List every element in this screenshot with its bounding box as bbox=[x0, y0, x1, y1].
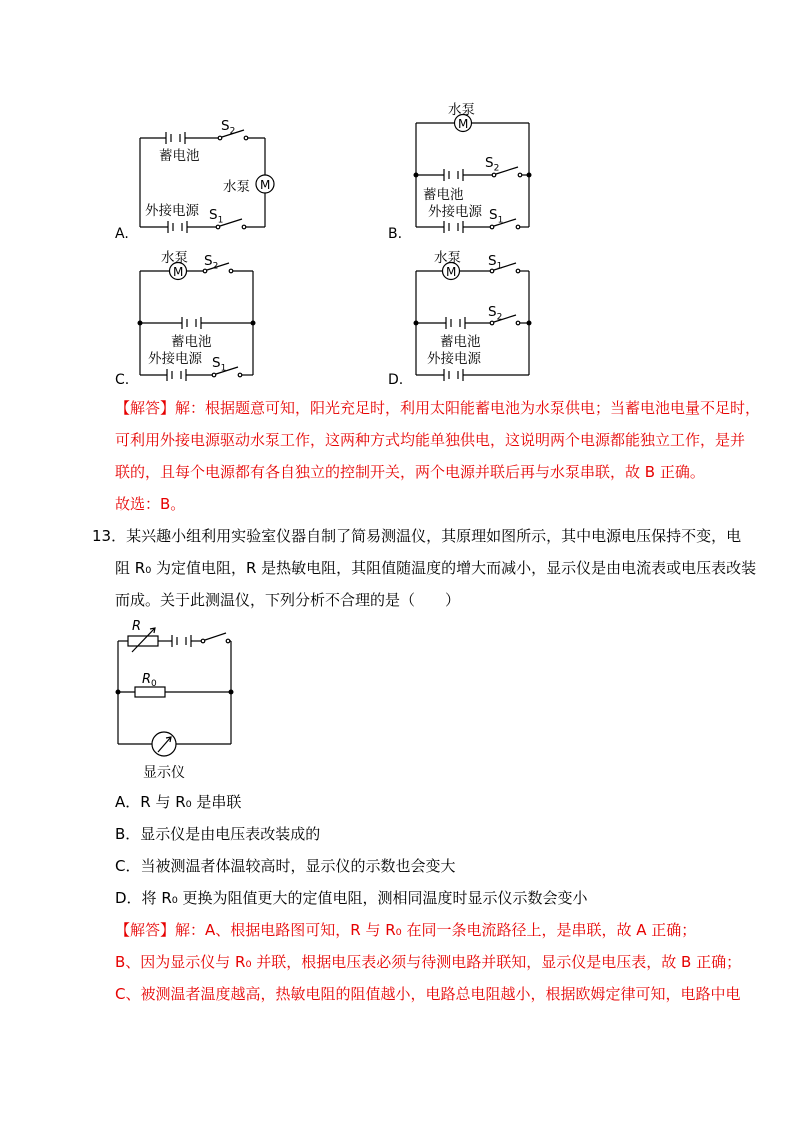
circuit-b-s2-label: $S_2$ bbox=[485, 155, 500, 174]
circuit-a-pump-label: 水泵 bbox=[223, 179, 250, 195]
q13-option-a: A．R 与 R₀ 是串联 bbox=[115, 793, 242, 811]
q12-answer-line1: 【解答】解：根据题意可知，阳光充足时，利用太阳能蓄电池为水泵供电；当蓄电池电量不足时， bbox=[115, 399, 761, 417]
circuit-c-battery-label: 蓄电池 bbox=[171, 334, 212, 350]
q13-display-label: 显示仪 bbox=[143, 765, 185, 781]
circuit-d-external-label: 外接电源 bbox=[427, 351, 481, 367]
q13-option-b: B．显示仪是由电压表改装成的 bbox=[115, 825, 321, 843]
circuit-b-battery-label: 蓄电池 bbox=[423, 187, 464, 203]
q13-answer-line2: B、因为显示仪与 R₀ 并联，根据电压表必须与待测电路并联知，显示仪是电压表，故 B 正确； bbox=[115, 953, 742, 971]
q13-option-d: D．将 R₀ 更换为阻值更大的定值电阻，测相同温度时显示仪示数会变小 bbox=[115, 889, 588, 907]
option-a-letter: A. bbox=[115, 226, 129, 242]
circuit-c-external-label: 外接电源 bbox=[148, 351, 202, 367]
option-b-letter: B. bbox=[388, 226, 403, 242]
circuit-a-s1-label: $S_1$ bbox=[209, 207, 224, 226]
circuit-d-battery-label: 蓄电池 bbox=[440, 334, 481, 350]
q13-r-label: R bbox=[132, 619, 142, 634]
circuit-b-external-label: 外接电源 bbox=[428, 204, 482, 220]
circuit-a-battery-label: 蓄电池 bbox=[159, 148, 200, 164]
circuit-d-pump-label: 水泵 bbox=[434, 250, 461, 266]
q13-option-c: C．当被测温者体温较高时，显示仪的示数也会变大 bbox=[115, 857, 456, 875]
q13-answer-line1: 【解答】解：A、根据电路图可知，R 与 R₀ 在同一条电流路径上，是串联，故 A 正确； bbox=[115, 921, 697, 939]
q13-stem-line1: 13．某兴趣小组利用实验室仪器自制了简易测温仪，其原理如图所示，其中电源电压保持不变，电 bbox=[92, 527, 742, 545]
circuit-d-s2-label: $S_2$ bbox=[488, 304, 503, 323]
circuit-c-s2-label: $S_2$ bbox=[204, 253, 219, 272]
q13-stem-line3: 而成。关于此测温仪，下列分析不合理的是（ ） bbox=[115, 591, 461, 609]
circuit-a-external-label: 外接电源 bbox=[145, 203, 199, 219]
q13-r0-label: R bbox=[142, 672, 152, 687]
circuit-d-s1-label: $S_1$ bbox=[488, 253, 503, 272]
circuit-c-s1-label: $S_1$ bbox=[212, 355, 227, 374]
circuit-b-pump-label: 水泵 bbox=[448, 102, 475, 118]
q13-stem-line2: 阻 R₀ 为定值电阻，R 是热敏电阻，其阻值随温度的增大而减小，显示仪是由电流表或电压表改装 bbox=[115, 559, 757, 577]
circuit-a-s2-label: $S_2$ bbox=[221, 118, 236, 137]
q12-answer-line3: 联的，且每个电源都有各自独立的控制开关，两个电源并联后再与水泵串联，故 B 正确。 bbox=[115, 463, 705, 481]
q13-r0-sub: 0 bbox=[151, 679, 157, 689]
q12-choice: 故选：B。 bbox=[115, 495, 186, 513]
q13-answer-line3: C、被测温者温度越高，热敏电阻的阻值越小，电路总电阻越小，根据欧姆定律可知，电路中电 bbox=[115, 985, 741, 1003]
motor-a-label: M bbox=[260, 178, 271, 192]
circuit-b-s1-label: $S_1$ bbox=[489, 207, 504, 226]
motor-b-label: M bbox=[458, 117, 469, 131]
circuit-c-pump-label: 水泵 bbox=[161, 250, 188, 266]
motor-c-label: M bbox=[173, 265, 184, 279]
motor-d-label: M bbox=[446, 265, 457, 279]
option-c-letter: C. bbox=[115, 372, 130, 388]
q12-answer-line2: 可利用外接电源驱动水泵工作，这两种方式均能单独供电，这说明两个电源都能独立工作，是并 bbox=[115, 431, 746, 449]
option-d-letter: D. bbox=[388, 372, 404, 388]
